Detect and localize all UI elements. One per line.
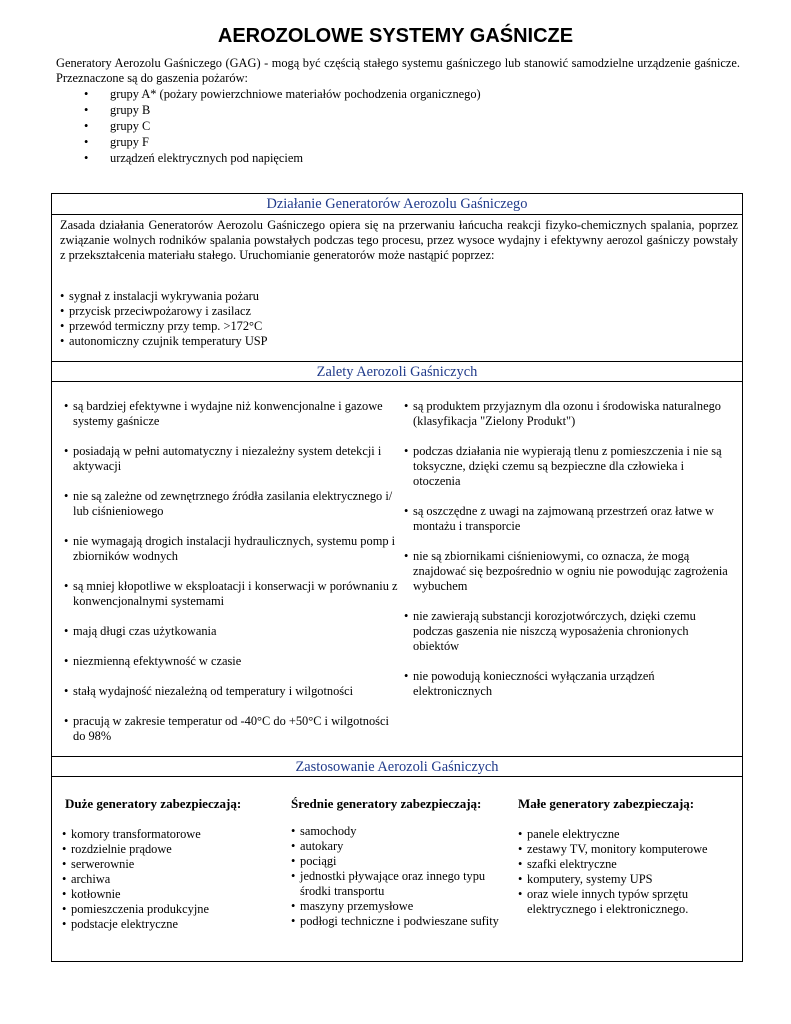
- bullet-icon: •: [291, 824, 296, 838]
- bullet-icon: •: [60, 289, 65, 303]
- bullet-icon: •: [60, 334, 65, 348]
- list-item: [404, 504, 734, 534]
- small-generators-list: [518, 827, 738, 917]
- list-item-text: są produktem przyjaznym dla ozonu i środowiska naturalnego (klasyfikacja "Zielony Produkt"): [413, 399, 721, 428]
- bullet-icon: •: [62, 902, 67, 916]
- bullet-icon: •: [291, 839, 296, 853]
- section-title-zastosowanie: Zastosowanie Aerozoli Gaśniczych: [295, 759, 499, 775]
- divider: [52, 756, 742, 757]
- bullet-icon: •: [404, 549, 409, 563]
- list-item: [291, 839, 506, 854]
- list-item: [60, 334, 268, 349]
- list-item-text: są mniej kłopotliwe w eksploatacji i konserwacji w porównaniu z konwencjonalnymi systemami: [73, 579, 398, 608]
- advantages-list-right: [404, 399, 734, 714]
- list-item-text: są oszczędne z uwagi na zajmowaną przestrzeń oraz łatwe w montażu i transporcie: [413, 504, 715, 533]
- list-item: [404, 444, 734, 489]
- list-item: [84, 151, 481, 167]
- bullet-icon: •: [64, 399, 69, 413]
- bullet-icon: •: [84, 103, 89, 117]
- list-item: [404, 669, 734, 699]
- list-item: [62, 872, 277, 887]
- bullet-icon: •: [291, 899, 296, 913]
- bullet-icon: •: [62, 827, 67, 841]
- activation-methods-list: [60, 289, 268, 349]
- bullet-icon: •: [84, 151, 89, 165]
- list-item: [518, 887, 738, 917]
- list-item: [84, 103, 481, 119]
- medium-generators-heading: Średnie generatory zabezpieczają:: [291, 796, 482, 811]
- medium-generators-list: [291, 824, 506, 929]
- bullet-icon: •: [84, 87, 89, 101]
- bullet-icon: •: [62, 872, 67, 886]
- list-item-text: zestawy TV, monitory komputerowe: [527, 842, 708, 856]
- list-item-text: niezmienną efektywność w czasie: [73, 654, 242, 668]
- list-item-text: oraz wiele innych typów sprzętu elektrycznego i elektronicznego.: [527, 887, 689, 916]
- bullet-icon: •: [64, 654, 69, 668]
- list-item: [64, 444, 399, 474]
- bullet-icon: •: [518, 887, 523, 901]
- page-title: AEROZOLOWE SYSTEMY GAŚNICZE: [217, 25, 574, 47]
- list-item: [62, 857, 277, 872]
- bullet-icon: •: [404, 399, 409, 413]
- list-item-text: kotłownie: [71, 887, 121, 901]
- list-item-text: autonomiczny czujnik temperatury USP: [69, 334, 268, 348]
- list-item: [64, 684, 399, 699]
- list-item-text: grupy A* (pożary powierzchniowe materiałów pochodzenia organicznego): [110, 87, 481, 101]
- section-title-zalety: Zalety Aerozoli Gaśniczych: [316, 364, 478, 380]
- list-item-text: pociągi: [300, 854, 337, 868]
- info-table: [51, 193, 743, 962]
- list-item: [291, 854, 506, 869]
- list-item-text: komory transformatorowe: [71, 827, 201, 841]
- list-item: [84, 135, 481, 151]
- list-item: [64, 714, 399, 744]
- list-item-text: szafki elektryczne: [527, 857, 617, 871]
- list-item: [84, 119, 481, 135]
- list-item: [518, 857, 738, 872]
- list-item: [64, 399, 399, 429]
- list-item: [60, 289, 268, 304]
- list-item-text: są bardziej efektywne i wydajne niż konwencjonalne i gazowe systemy gaśnicze: [73, 399, 383, 428]
- list-item: [60, 319, 268, 334]
- list-item-text: autokary: [300, 839, 344, 853]
- list-item-text: posiadają w pełni automatyczny i niezależny system detekcji i aktywacji: [73, 444, 382, 473]
- list-item: [62, 902, 277, 917]
- bullet-icon: •: [62, 857, 67, 871]
- list-item: [64, 624, 399, 639]
- section-title-dzialanie: Działanie Generatorów Aerozolu Gaśniczego: [266, 196, 528, 212]
- list-item: [291, 869, 506, 899]
- bullet-icon: •: [64, 714, 69, 728]
- bullet-icon: •: [291, 854, 296, 868]
- bullet-icon: •: [64, 489, 69, 503]
- list-item: [518, 872, 738, 887]
- list-item-text: przycisk przeciwpożarowy i zasilacz: [69, 304, 251, 318]
- dzialanie-paragraph: Zasada działania Generatorów Aerozolu Gaśniczego opiera się na przerwaniu łańcucha reakcji fizyko-chemicznych spalania, poprzez związanie wolnych rodników spalania powstałych podczas tego procesu, przez wysoce wydajny i efektywny aerozol gaśniczy powstały z przekształcenia materiału stałego. Uruchomianie generatorów może nastąpić poprzez:: [60, 218, 738, 262]
- list-item: [84, 87, 481, 103]
- list-item-text: grupy C: [110, 119, 151, 133]
- large-generators-heading: Duże generatory zabezpieczają:: [65, 796, 242, 811]
- list-item: [404, 609, 734, 654]
- divider: [52, 361, 742, 362]
- bullet-icon: •: [404, 504, 409, 518]
- list-item-text: podstacje elektryczne: [71, 917, 178, 931]
- list-item-text: grupy F: [110, 135, 149, 149]
- list-item: [60, 304, 268, 319]
- bullet-icon: •: [518, 872, 523, 886]
- bullet-icon: •: [291, 914, 296, 928]
- list-item: [291, 824, 506, 839]
- small-generators-heading: Małe generatory zabezpieczają:: [518, 796, 695, 811]
- divider: [52, 381, 742, 382]
- list-item: [64, 534, 399, 564]
- list-item: [62, 887, 277, 902]
- bullet-icon: •: [518, 827, 523, 841]
- bullet-icon: •: [84, 135, 89, 149]
- list-item: [404, 549, 734, 594]
- list-item-text: przewód termiczny przy temp. >172°C: [69, 319, 263, 333]
- list-item-text: urządzeń elektrycznych pod napięciem: [110, 151, 303, 165]
- list-item-text: nie są zależne od zewnętrznego źródła zasilania elektrycznego i/ lub ciśnieniowego: [73, 489, 393, 518]
- list-item-text: mają długi czas użytkowania: [73, 624, 217, 638]
- list-item: [291, 899, 506, 914]
- intro-fire-groups-list: [84, 87, 481, 167]
- list-item-text: sygnał z instalacji wykrywania pożaru: [69, 289, 259, 303]
- list-item-text: nie wymagają drogich instalacji hydraulicznych, systemu pomp i zbiorników wodnych: [73, 534, 396, 563]
- divider: [52, 214, 742, 215]
- bullet-icon: •: [62, 842, 67, 856]
- bullet-icon: •: [64, 579, 69, 593]
- list-item: [291, 914, 506, 929]
- list-item-text: pracują w zakresie temperatur od -40°C do +50°C i wilgotności do 98%: [73, 714, 389, 743]
- divider: [52, 776, 742, 777]
- bullet-icon: •: [404, 669, 409, 683]
- bullet-icon: •: [64, 684, 69, 698]
- list-item: [64, 489, 399, 519]
- list-item-text: podczas działania nie wypierają tlenu z pomieszczenia i nie są toksyczne, dzięki czemu są bezpieczne dla człowieka i otoczenia: [413, 444, 722, 488]
- bullet-icon: •: [518, 857, 523, 871]
- intro-paragraph: Generatory Aerozolu Gaśniczego (GAG) - mogą być częścią stałego systemu gaśniczego lub stanowić samodzielne urządzenie gaśnicze. Przeznaczone są do gaszenia pożarów:: [56, 56, 740, 85]
- list-item: [518, 827, 738, 842]
- bullet-icon: •: [60, 319, 65, 333]
- bullet-icon: •: [404, 609, 409, 623]
- list-item: [62, 827, 277, 842]
- list-item-text: nie powodują konieczności wyłączania urządzeń elektronicznych: [413, 669, 655, 698]
- bullet-icon: •: [291, 869, 296, 883]
- bullet-icon: •: [404, 444, 409, 458]
- bullet-icon: •: [64, 624, 69, 638]
- list-item-text: grupy B: [110, 103, 151, 117]
- list-item: [404, 399, 734, 429]
- list-item-text: maszyny przemysłowe: [300, 899, 414, 913]
- list-item-text: stałą wydajność niezależną od temperatury i wilgotności: [73, 684, 354, 698]
- bullet-icon: •: [62, 887, 67, 901]
- bullet-icon: •: [518, 842, 523, 856]
- list-item-text: samochody: [300, 824, 357, 838]
- list-item: [64, 654, 399, 669]
- list-item: [62, 842, 277, 857]
- list-item-text: serwerownie: [71, 857, 135, 871]
- list-item-text: nie zawierają substancji korozjotwórczych, dzięki czemu podczas gaszenia nie niszczą wyposażenia chronionych obiektów: [413, 609, 696, 653]
- bullet-icon: •: [64, 534, 69, 548]
- list-item: [518, 842, 738, 857]
- large-generators-list: [62, 827, 277, 932]
- list-item-text: podłogi techniczne i podwieszane sufity: [300, 914, 499, 928]
- list-item-text: nie są zbiornikami ciśnieniowymi, co oznacza, że mogą znajdować się bezpośrednio w ogniu nie powodując zagrożenia wybuchem: [413, 549, 728, 593]
- bullet-icon: •: [60, 304, 65, 318]
- bullet-icon: •: [84, 119, 89, 133]
- list-item-text: panele elektryczne: [527, 827, 620, 841]
- list-item: [62, 917, 277, 932]
- list-item-text: jednostki pływające oraz innego typu środki transportu: [300, 869, 486, 898]
- bullet-icon: •: [64, 444, 69, 458]
- bullet-icon: •: [62, 917, 67, 931]
- list-item-text: komputery, systemy UPS: [527, 872, 653, 886]
- list-item-text: archiwa: [71, 872, 111, 886]
- list-item-text: rozdzielnie prądowe: [71, 842, 172, 856]
- list-item-text: pomieszczenia produkcyjne: [71, 902, 209, 916]
- list-item: [64, 579, 399, 609]
- advantages-list-left: [64, 399, 399, 759]
